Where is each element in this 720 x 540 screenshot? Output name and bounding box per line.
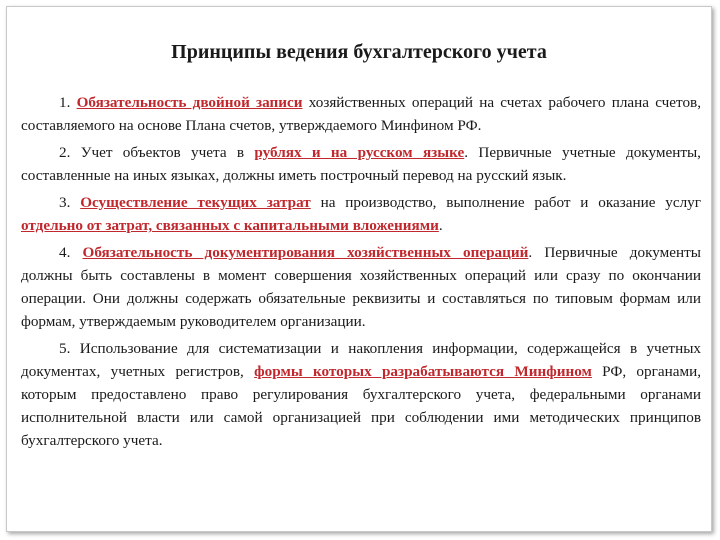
principle-number: 5. — [59, 340, 71, 357]
principle-3 — [21, 191, 701, 237]
principle-highlight: Осуществление текущих затрат — [80, 194, 311, 211]
principle-2 — [21, 141, 701, 187]
principle-text: . Первичные документы должны быть составлены в момент совершения хозяйственных операций или сразу по окончании операции. Они должны содержать обязательные реквизиты и составляться по типовым формам или формам, утверждаемым руководителем организации. — [21, 244, 701, 330]
principle-text: РФ, органами, которым предоставлено право регулирования бухгалтерского учета, федеральными органами исполнительной власти или самой организацией при соблюдении ими методических принципов бухгалтерского учета. — [21, 363, 701, 449]
principle-text: . Первичные учетные документы, составленные на иных языках, должны иметь построчный перевод на русский язык. — [21, 144, 701, 184]
principle-highlight: рублях и на русском языке — [254, 144, 465, 161]
principle-number: 4. — [59, 244, 71, 261]
principle-text: хозяйственных операций на счетах рабочего плана счетов, составляемого на основе Плана счетов, утверждаемого Минфином РФ. — [21, 94, 702, 134]
principle-text: Использование для систематизации и накопления информации, содержащейся в учетных документах, учетных регистров, — [21, 340, 701, 380]
slide — [6, 6, 712, 532]
principle-1 — [21, 91, 701, 137]
principles-list — [21, 91, 701, 456]
principle-text: . — [438, 217, 443, 234]
principle-highlight: Обязательность документирования хозяйственных операций — [82, 244, 529, 261]
principle-number: 1. — [59, 94, 71, 111]
principle-5 — [21, 337, 701, 452]
principle-text: Учет объектов учета в — [70, 144, 255, 161]
principle-highlight: отдельно от затрат, связанных с капитальными вложениями — [21, 217, 439, 234]
page-title: Принципы ведения бухгалтерского учета — [171, 41, 547, 63]
principle-number: 2. — [59, 144, 71, 161]
principle-number: 3. — [59, 194, 71, 211]
principle-4 — [21, 241, 701, 333]
principle-text: на производство, выполнение работ и оказание услуг — [310, 194, 701, 211]
principle-highlight: формы которых разрабатываются Минфином — [254, 363, 592, 380]
principle-highlight: Обязательность двойной записи — [76, 94, 303, 111]
